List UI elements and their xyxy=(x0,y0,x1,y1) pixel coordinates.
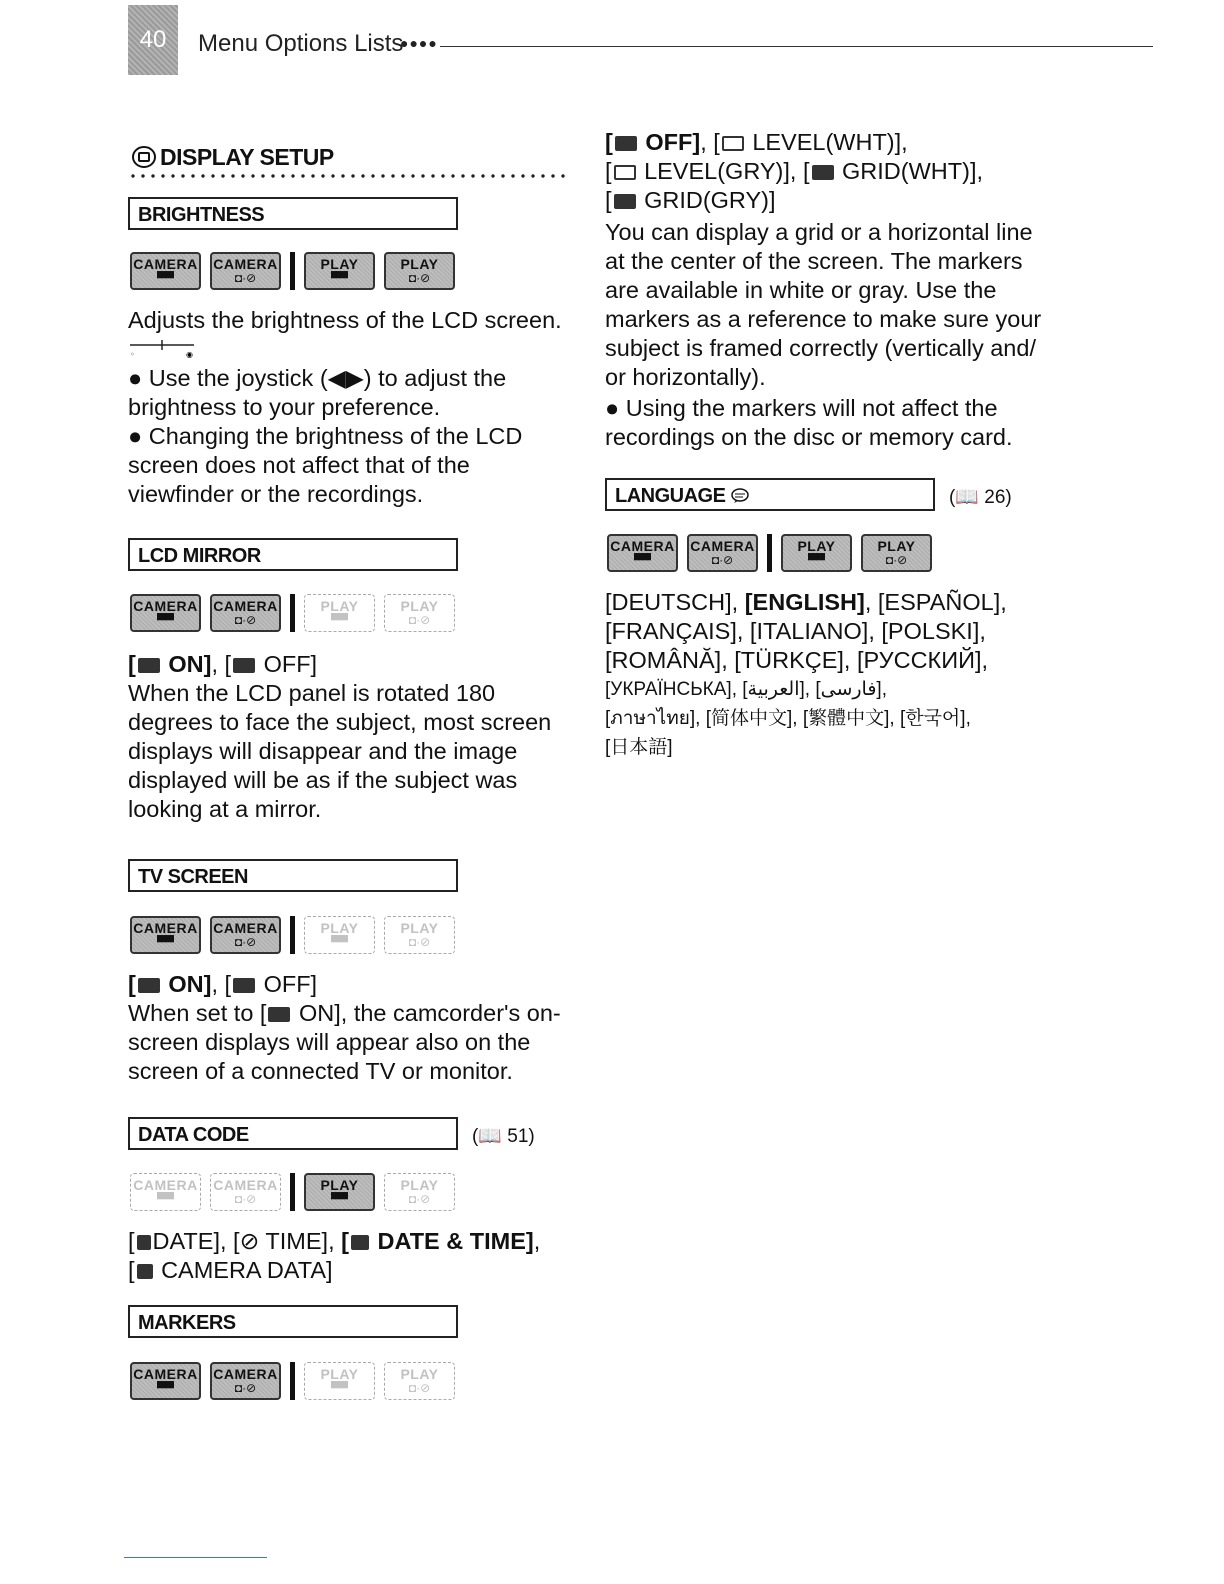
tv-screen-opt-off: OFF] xyxy=(263,971,318,997)
header-title: Menu Options Lists xyxy=(198,30,404,57)
markers-modes xyxy=(130,1361,464,1401)
mode-camera-movie: CAMERA ▀▀ xyxy=(130,1362,201,1400)
mode-divider xyxy=(290,916,295,954)
tv-screen-label: TV SCREEN xyxy=(138,866,248,888)
movie-icon: ▀▀ xyxy=(330,1192,348,1206)
movie-icon: ▀▀ xyxy=(156,271,174,285)
data-code-label: DATA CODE xyxy=(138,1124,249,1146)
display-setup-icon xyxy=(132,146,156,168)
data-code-ref: (📖 51) xyxy=(472,1126,535,1147)
svg-text:◉: ◉ xyxy=(186,350,193,359)
tv-screen-desc-post: ON], the camcorder's on-screen displays will appear also on the screen of a connected TV or monitor. xyxy=(128,1000,561,1084)
date-time-icon xyxy=(351,1235,369,1250)
photo-icon: ◘·⊘ xyxy=(234,271,257,285)
data-code-text: [ DATE], [⊘ TIME], [ DATE & TIME], [ CAMERA DATA] xyxy=(128,1228,541,1283)
mode-play-movie: PLAY ▀▀ xyxy=(304,594,375,632)
mode-play-movie: PLAY ▀▀ xyxy=(304,1173,375,1211)
movie-icon: ▀▀ xyxy=(156,1192,174,1206)
language-opt-deutsch: [DEUTSCH], xyxy=(605,589,739,615)
slider-icon xyxy=(128,339,198,359)
mode-play-movie: PLAY ▀▀ xyxy=(304,252,375,290)
photo-icon: ◘·⊘ xyxy=(408,271,431,285)
photo-icon: ◘·⊘ xyxy=(234,935,257,949)
level-gray-icon xyxy=(614,165,636,180)
brightness-text: Adjusts the brightness of the LCD screen. ◦ ◉ ● Use the joystick (◀▶) to adjust the brightness to your preference. ● Changing the brightness of the LCD screen does not affect that of the viewfinder or the recordings. xyxy=(128,307,562,507)
markers-bullet: Using the markers will not affect the recordings on the disc or memory card. xyxy=(605,395,1013,450)
movie-icon: ▀▀ xyxy=(330,613,348,627)
footer-rule xyxy=(124,1557,267,1558)
lcd-mirror-opt-off: OFF] xyxy=(263,651,318,677)
brightness-bullet-1: Use the joystick (◀▶) to adjust the brightness to your preference. xyxy=(128,365,507,420)
mode-camera-photo: CAMERA ◘·⊘ xyxy=(210,1362,281,1400)
markers-label: MARKERS xyxy=(138,1312,236,1334)
grid-gray-icon xyxy=(614,194,636,209)
tv-screen-label-box xyxy=(128,859,458,892)
brightness-label-box xyxy=(128,197,458,230)
mode-camera-photo: CAMERA ◘·⊘ xyxy=(210,594,281,632)
photo-icon: ◘·⊘ xyxy=(408,1381,431,1395)
photo-icon: ◘·⊘ xyxy=(234,1381,257,1395)
markers-desc: You can display a grid or a horizontal line at the center of the screen. The markers are available in white or gray. Use the markers as a reference to make sure your subject is framed correctly (vertically and/ or horizontally). xyxy=(605,219,1042,390)
photo-icon: ◘·⊘ xyxy=(234,1192,257,1206)
mode-divider xyxy=(290,1173,295,1211)
language-opt-espanol: , [ESPAÑOL], xyxy=(864,589,1007,615)
mode-play-movie: PLAY ▀▀ xyxy=(304,1362,375,1400)
svg-text:◦: ◦ xyxy=(130,350,135,359)
tv-screen-text: [ ON], [ OFF] When set to [ ON], the camcorder's on-screen displays will appear also on the screen of a connected TV or monitor. xyxy=(128,971,561,1084)
movie-icon: ▀▀ xyxy=(330,1381,348,1395)
data-code-opt-date: DATE], xyxy=(152,1228,227,1254)
language-line-2: [FRANÇAIS], [ITALIANO], [POLSKI], xyxy=(605,618,986,644)
off-icon xyxy=(233,658,255,673)
mode-camera-movie: CAMERA ▀▀ xyxy=(130,916,201,954)
brightness-desc: Adjusts the brightness of the LCD screen. xyxy=(128,307,562,333)
header-dots: ●●●● xyxy=(400,35,438,51)
level-white-icon xyxy=(722,136,744,151)
mode-play-movie: PLAY ▀▀ xyxy=(781,534,852,572)
mode-camera-photo: CAMERA ◘·⊘ xyxy=(210,252,281,290)
movie-icon: ▀▀ xyxy=(330,935,348,949)
language-line-5: [ภาษาไทย], [简体中文], [繁體中文], [한국어], xyxy=(605,708,971,729)
data-code-opt-time: TIME], xyxy=(265,1228,335,1254)
mode-play-photo: PLAY ◘·⊘ xyxy=(861,534,932,572)
section-title-text: DISPLAY SETUP xyxy=(160,144,334,170)
language-options xyxy=(605,588,1065,762)
mode-camera-movie: CAMERA ▀▀ xyxy=(130,594,201,632)
tv-screen-modes xyxy=(130,915,464,955)
markers-opt-off: OFF] xyxy=(645,129,701,155)
mode-camera-photo: CAMERA ◘·⊘ xyxy=(210,1173,281,1211)
mode-play-movie: PLAY ▀▀ xyxy=(304,916,375,954)
data-code-opt-camera: CAMERA DATA] xyxy=(161,1257,333,1283)
language-line-4: [УКРАЇНСЬКА], [العربية], [فارسی], xyxy=(605,679,887,700)
movie-icon: ▀▀ xyxy=(156,613,174,627)
photo-icon: ◘·⊘ xyxy=(711,553,734,567)
photo-icon: ◘·⊘ xyxy=(234,613,257,627)
off-icon xyxy=(233,978,255,993)
header-rule xyxy=(440,46,1153,47)
off-icon xyxy=(615,136,637,151)
lcd-mirror-label-box xyxy=(128,538,458,571)
camera-data-icon xyxy=(137,1264,153,1279)
photo-icon: ◘·⊘ xyxy=(885,553,908,567)
data-code-modes xyxy=(130,1172,464,1212)
movie-icon: ▀▀ xyxy=(156,935,174,949)
photo-icon: ◘·⊘ xyxy=(408,613,431,627)
language-ref: (📖 26) xyxy=(949,487,1012,508)
movie-icon: ▀▀ xyxy=(330,271,348,285)
mode-camera-movie: CAMERA ▀▀ xyxy=(130,1173,201,1211)
markers-opt-grid-wht: GRID(WHT)], xyxy=(842,158,983,184)
language-modes xyxy=(607,533,941,573)
tv-screen-opt-on: ON] xyxy=(168,971,212,997)
lcd-mirror-label: LCD MIRROR xyxy=(138,545,261,567)
mode-camera-movie: CAMERA ▀▀ xyxy=(607,534,678,572)
section-title xyxy=(132,144,334,171)
language-label: LANGUAGE xyxy=(615,485,726,507)
photo-icon: ◘·⊘ xyxy=(408,935,431,949)
brightness-modes xyxy=(130,251,464,291)
page-number: 40 xyxy=(128,5,178,75)
mode-play-photo: PLAY ◘·⊘ xyxy=(384,1362,455,1400)
lcd-mirror-modes xyxy=(130,593,464,633)
mode-divider xyxy=(767,534,772,572)
on-icon xyxy=(138,658,160,673)
mode-divider xyxy=(290,1362,295,1400)
mode-divider xyxy=(290,252,295,290)
time-icon: ⊘ xyxy=(239,1228,260,1254)
language-line-6: [日本語] xyxy=(605,737,673,758)
tv-screen-desc-pre: When set to [ xyxy=(128,1000,267,1026)
mode-play-photo: PLAY ◘·⊘ xyxy=(384,252,455,290)
data-code-label-box xyxy=(128,1117,458,1150)
mode-camera-photo: CAMERA ◘·⊘ xyxy=(687,534,758,572)
movie-icon: ▀▀ xyxy=(807,553,825,567)
language-opt-english: [ENGLISH] xyxy=(744,589,865,615)
movie-icon: ▀▀ xyxy=(633,553,651,567)
language-line-3: [ROMÂNĂ], [TÜRKÇE], [РУССКИЙ], xyxy=(605,647,989,673)
on-icon xyxy=(268,1007,290,1022)
grid-white-icon xyxy=(812,165,834,180)
markers-opt-level-wht: LEVEL(WHT)], xyxy=(752,129,908,155)
markers-opt-grid-gry: GRID(GRY)] xyxy=(644,187,776,213)
brightness-label: BRIGHTNESS xyxy=(138,204,265,226)
photo-icon: ◘·⊘ xyxy=(408,1192,431,1206)
mode-play-photo: PLAY ◘·⊘ xyxy=(384,594,455,632)
mode-divider xyxy=(290,594,295,632)
section-dotted-rule xyxy=(128,172,570,180)
mode-camera-movie: CAMERA ▀▀ xyxy=(130,252,201,290)
markers-text: [ OFF], [ LEVEL(WHT)], [ LEVEL(GRY)], [ GRID(WHT)], [ GRID(GRY)] You can display a grid or a horizontal line at the center of the screen. The markers are available in white or gray. Use the markers as a reference to make sure your subject is framed correctly (vertically and/ or horizontally). ● Using the markers will not affect the recordings on the disc or memory card. xyxy=(605,128,1055,452)
data-code-opt-datetime: DATE & TIME] xyxy=(377,1228,534,1254)
markers-opt-level-gry: LEVEL(GRY)], xyxy=(644,158,797,184)
movie-icon: ▀▀ xyxy=(156,1381,174,1395)
mode-play-photo: PLAY ◘·⊘ xyxy=(384,916,455,954)
mode-camera-photo: CAMERA ◘·⊘ xyxy=(210,916,281,954)
markers-label-box xyxy=(128,1305,458,1338)
lcd-mirror-opt-on: ON] xyxy=(168,651,212,677)
lcd-mirror-desc: When the LCD panel is rotated 180 degrees to face the subject, most screen displays will disappear and the image displayed will be as if the subject was looking at a mirror. xyxy=(128,680,552,822)
language-icon xyxy=(731,488,749,504)
mode-play-photo: PLAY ◘·⊘ xyxy=(384,1173,455,1211)
on-icon xyxy=(138,978,160,993)
date-icon xyxy=(137,1235,151,1250)
lcd-mirror-text: [ ON], [ OFF] When the LCD panel is rotated 180 degrees to face the subject, most screen displays will disappear and the image displayed will be as if the subject was looking at a mirror. xyxy=(128,650,573,824)
language-label-box xyxy=(605,478,935,511)
brightness-bullet-2: Changing the brightness of the LCD screen does not affect that of the viewfinder or the recordings. xyxy=(128,423,523,507)
